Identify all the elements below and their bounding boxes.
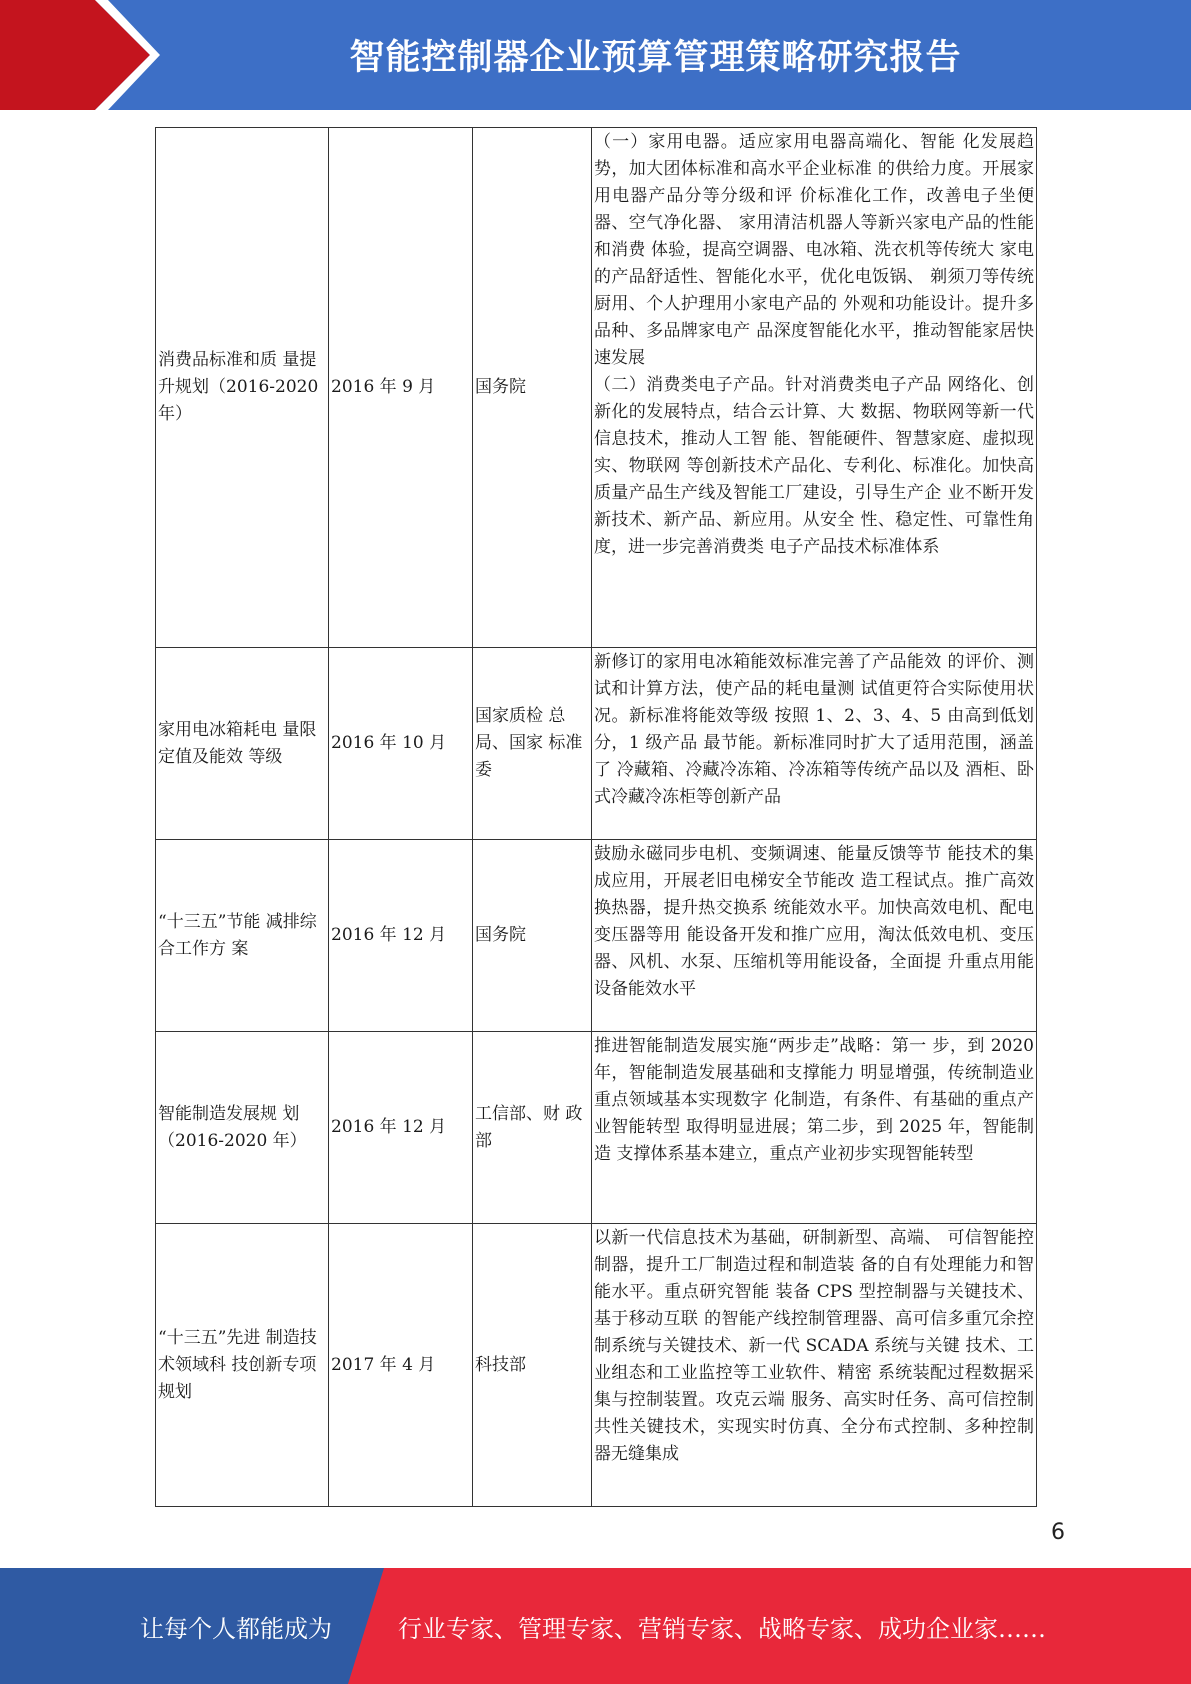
policy-name-cell: “十三五”先进 制造技术领域科 技创新专项规划 [156, 1224, 329, 1507]
footer-slogan-right: 行业专家、管理专家、营销专家、战略专家、成功企业家…… [398, 1614, 1046, 1643]
content-paragraph: （一）家用电器。适应家用电器高端化、智能 化发展趋势，加大团体标准和高水平企业标准 的供给力度。开展家用电器产品分等分级和评 价标准化工作，改善电子坐便器、空气净化器、 家用清洁机器人等新兴家电产品的性能和消费 体验，提高空调器、电冰箱、洗衣机等传统大 家电的产品舒适性、智能化水平，优化电饭锅、 剃须刀等传统厨用、个人护理用小家电产品的 外观和功能设计。提升多品种、多品牌家电产 品深度智能化水平，推动智能家居快速发展 [594, 132, 1034, 368]
policy-dept-cell: 工信部、财 政部 [473, 1032, 592, 1224]
table-row [156, 1032, 1037, 1224]
policy-dept-cell: 国家质检 总局、国家 标准委 [473, 648, 592, 840]
policy-name-cell: “十三五”节能 减排综合工作方 案 [156, 840, 329, 1032]
policy-date-cell: 2017 年 4 月 [329, 1224, 473, 1507]
footer-slogan-left: 让每个人都能成为 [140, 1614, 332, 1643]
page-title: 智能控制器企业预算管理策略研究报告 [349, 38, 962, 78]
policy-date-cell: 2016 年 12 月 [329, 1032, 473, 1224]
policy-date-cell: 2016 年 12 月 [329, 840, 473, 1032]
content-paragraph: 以新一代信息技术为基础，研制新型、高端、 可信智能控制器，提升工厂制造过程和制造装 备的自有处理能力和智能水平。重点研究智能 装备 CPS 型控制器与关键技术、基于移动互联 的智能产线控制管理器、高可信多重冗余控制系统与关键技术、新一代 SCADA 系统与关键 技术、工业组态和工业监控等工业软件、精密 系统装配过程数据采集与控制装置。攻克云端 服务、高实时任务、高可信控制共性关键技术，实现实时仿真、全分布式控制、多种控制器无缝集成 [594, 1228, 1034, 1464]
policy-content-cell [592, 128, 1037, 648]
policy-name-cell: 智能制造发展规 划（2016-2020 年） [156, 1032, 329, 1224]
table-row [156, 648, 1037, 840]
policy-dept-cell: 国务院 [473, 128, 592, 648]
content-paragraph: 鼓励永磁同步电机、变频调速、能量反馈等节 能技术的集成应用，开展老旧电梯安全节能改 造工程试点。推广高效换热器，提升热交换系 统能效水平。加快高效电机、配电变压器等用 能设备开发和推广应用，淘汰低效电机、变压 器、风机、水泵、压缩机等用能设备，全面提 升重点用能设备能效水平 [594, 844, 1034, 999]
header-banner [0, 0, 1191, 110]
policy-date-cell: 2016 年 10 月 [329, 648, 473, 840]
header-red-arrow [0, 0, 160, 110]
table-row [156, 1224, 1037, 1507]
policy-name-cell: 家用电冰箱耗电 量限定值及能效 等级 [156, 648, 329, 840]
policy-table [155, 127, 1037, 1507]
policy-content-cell [592, 840, 1037, 1032]
policy-content-cell [592, 1224, 1037, 1507]
policy-dept-cell: 国务院 [473, 840, 592, 1032]
table-row [156, 840, 1037, 1032]
policy-dept-cell: 科技部 [473, 1224, 592, 1507]
policy-date-cell: 2016 年 9 月 [329, 128, 473, 648]
policy-content-cell [592, 1032, 1037, 1224]
table-row [156, 128, 1037, 648]
policy-content-cell [592, 648, 1037, 840]
page-number: 6 [1051, 1520, 1065, 1545]
policy-name-cell: 消费品标准和质 量提升规划（2016-2020 年） [156, 128, 329, 648]
content-paragraph: 推进智能制造发展实施“两步走”战略：第一 步，到 2020 年，智能制造发展基础和支撑能力 明显增强，传统制造业重点领域基本实现数字 化制造，有条件、有基础的重点产业智能转型 取得明显进展；第二步，到 2025 年，智能制造 支撑体系基本建立，重点产业初步实现智能转型 [594, 1036, 1034, 1164]
content-paragraph: 新修订的家用电冰箱能效标准完善了产品能效 的评价、测试和计算方法，使产品的耗电量测 试值更符合实际使用状况。新标准将能效等级 按照 1、2、3、4、5 由高到低划分，1 级产品 最节能。新标准同时扩大了适用范围，涵盖了 冷藏箱、冷藏冷冻箱、冷冻箱等传统产品以及 酒柜、卧式冷藏冷冻柜等创新产品 [594, 652, 1034, 807]
footer-banner [0, 1568, 1191, 1684]
content-paragraph: （二）消费类电子产品。针对消费类电子产品 网络化、创新化的发展特点，结合云计算、大 数据、物联网等新一代信息技术，推动人工智 能、智能硬件、智慧家庭、虚拟现实、物联网 等创新技术产品化、专利化、标准化。加快高 质量产品生产线及智能工厂建设，引导生产企 业不断开发新技术、新产品、新应用。从安全 性、稳定性、可靠性角度，进一步完善消费类 电子产品技术标准体系 [594, 375, 1034, 557]
